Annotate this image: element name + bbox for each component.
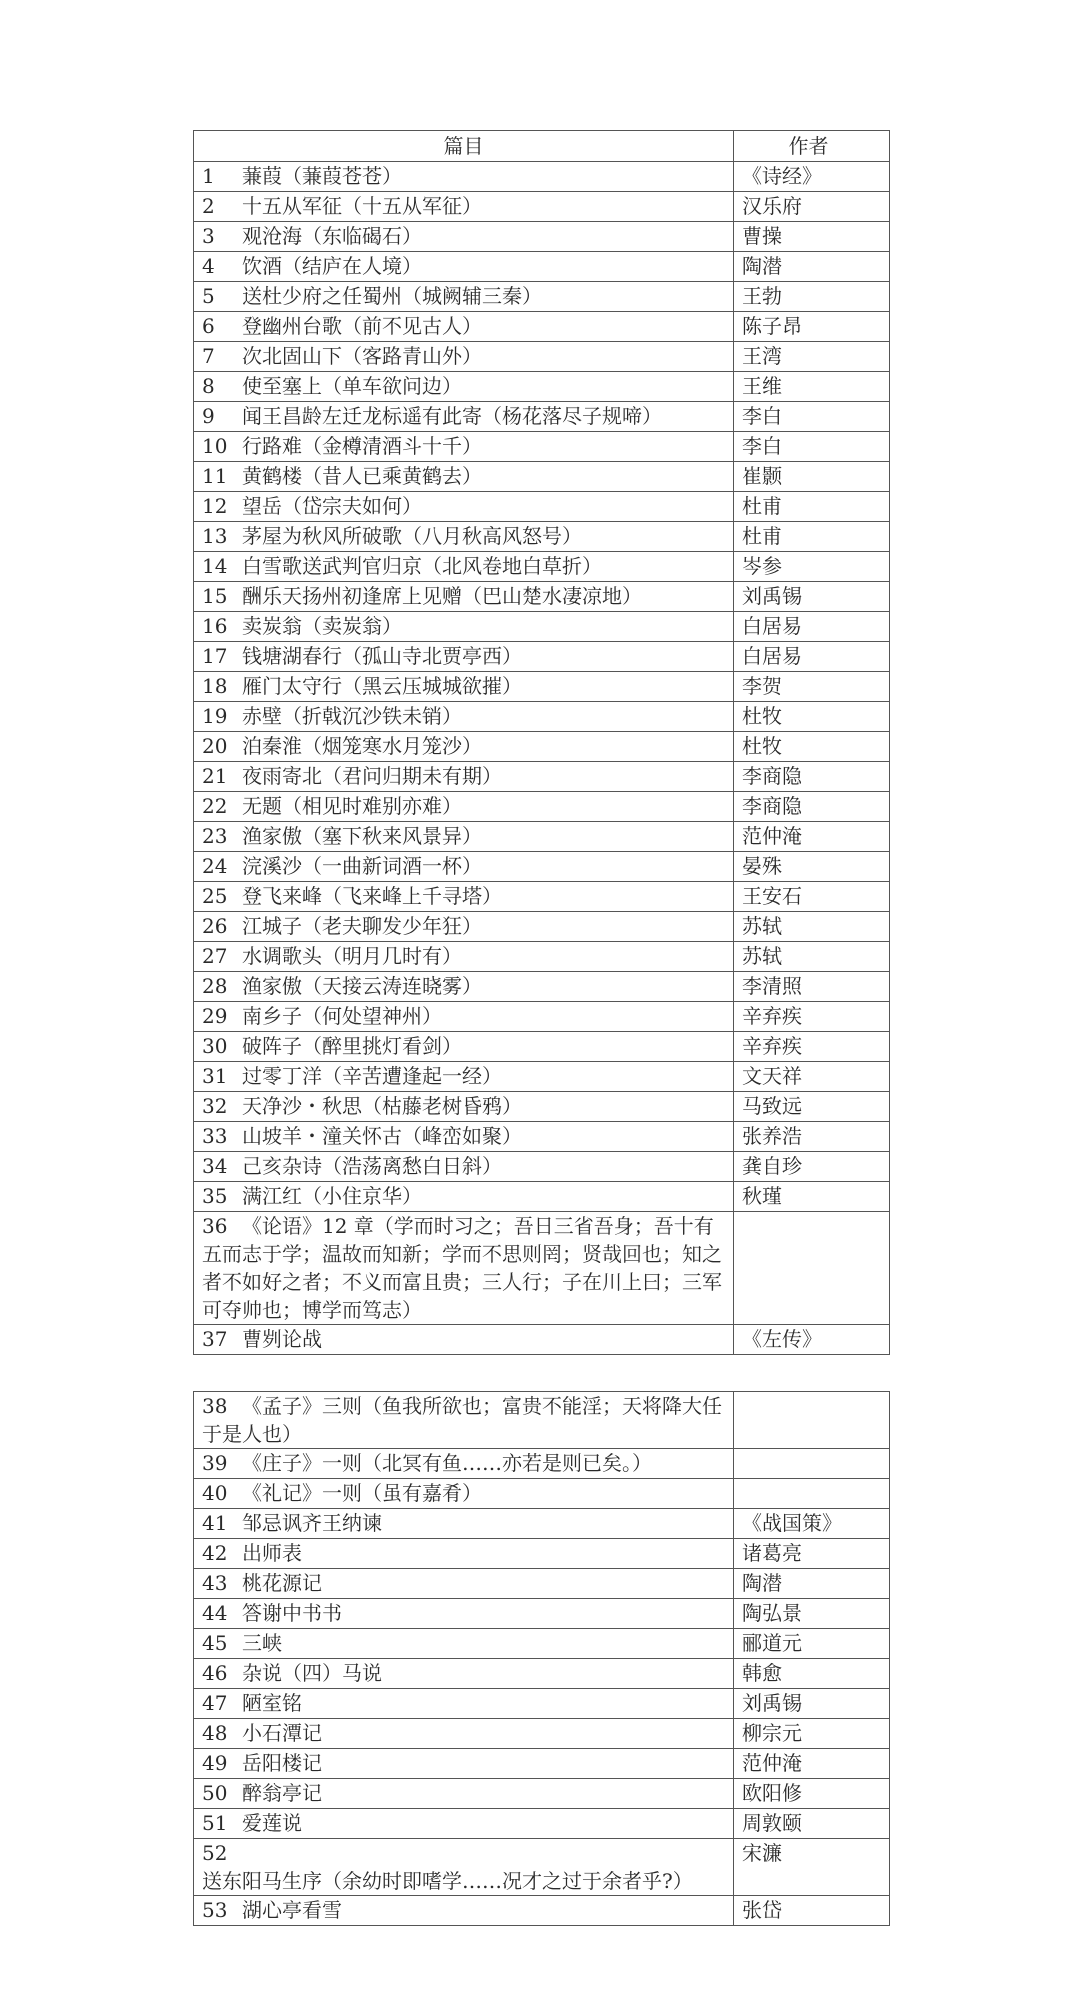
poem-title: 十五从军征（十五从军征） — [242, 194, 482, 218]
title-cell — [194, 1062, 734, 1092]
table-row — [194, 462, 890, 492]
poem-title: 浣溪沙（一曲新词酒一杯） — [242, 854, 482, 878]
author-cell: 李白 — [734, 402, 890, 432]
poem-title: 使至塞上（单车欲问边） — [242, 374, 462, 398]
row-number: 22 — [202, 794, 228, 818]
poem-title: 《庄子》一则（北冥有鱼……亦若是则已矣。） — [242, 1451, 652, 1475]
poem-title: 观沧海（东临碣石） — [242, 224, 422, 248]
row-number: 41 — [202, 1511, 228, 1535]
row-number: 3 — [202, 224, 215, 248]
row-number: 4 — [202, 254, 215, 278]
author-cell: 岑参 — [734, 552, 890, 582]
author-cell: 郦道元 — [734, 1629, 890, 1659]
title-cell — [194, 972, 734, 1002]
poem-title: 三峡 — [242, 1631, 282, 1655]
row-number: 29 — [202, 1004, 228, 1028]
poem-title: 南乡子（何处望神州） — [242, 1004, 442, 1028]
author-cell: 陶潜 — [734, 1569, 890, 1599]
poem-title: 夜雨寄北（君问归期未有期） — [242, 764, 502, 788]
title-cell — [194, 552, 734, 582]
author-cell: 杜牧 — [734, 702, 890, 732]
title-cell — [194, 1479, 734, 1509]
title-cell — [194, 792, 734, 822]
title-cell — [194, 1779, 734, 1809]
poem-title: 茅屋为秋风所破歌（八月秋高风怒号） — [242, 524, 582, 548]
poem-title: 《孟子》三则（鱼我所欲也；富贵不能淫；天将降大任于是人也） — [202, 1394, 722, 1446]
table-row — [194, 1719, 890, 1749]
table-row — [194, 1809, 890, 1839]
poem-title: 白雪歌送武判官归京（北风卷地白草折） — [242, 554, 602, 578]
author-cell: 杜甫 — [734, 522, 890, 552]
row-number: 38 — [202, 1394, 228, 1418]
author-cell: 辛弃疾 — [734, 1002, 890, 1032]
table-row — [194, 1325, 890, 1355]
table-row — [194, 522, 890, 552]
title-cell — [194, 1689, 734, 1719]
author-cell: 《诗经》 — [734, 162, 890, 192]
table-row — [194, 912, 890, 942]
row-number: 50 — [202, 1781, 228, 1805]
table-row — [194, 1392, 890, 1449]
title-cell — [194, 1569, 734, 1599]
author-cell: 马致远 — [734, 1092, 890, 1122]
poem-title: 雁门太守行（黑云压城城欲摧） — [242, 674, 522, 698]
table-row — [194, 432, 890, 462]
poem-title: 《礼记》一则（虽有嘉肴） — [242, 1481, 482, 1505]
table-row — [194, 762, 890, 792]
poem-title: 湖心亭看雪 — [242, 1898, 342, 1922]
table-row — [194, 552, 890, 582]
poem-title: 饮酒（结庐在人境） — [242, 254, 422, 278]
author-cell: 陈子昂 — [734, 312, 890, 342]
row-number: 49 — [202, 1751, 228, 1775]
title-cell — [194, 1629, 734, 1659]
table-row — [194, 732, 890, 762]
title-cell — [194, 1325, 734, 1355]
author-cell: 苏轼 — [734, 912, 890, 942]
title-cell — [194, 1182, 734, 1212]
table-row — [194, 162, 890, 192]
row-number: 36 — [202, 1214, 228, 1238]
title-cell — [194, 312, 734, 342]
poem-title: 登飞来峰（飞来峰上千寻塔） — [242, 884, 502, 908]
poem-title: 小石潭记 — [242, 1721, 322, 1745]
table-row — [194, 1182, 890, 1212]
table-row — [194, 1449, 890, 1479]
table-row — [194, 1032, 890, 1062]
title-cell — [194, 762, 734, 792]
table-row — [194, 1122, 890, 1152]
table-row — [194, 942, 890, 972]
title-cell — [194, 192, 734, 222]
title-cell — [194, 372, 734, 402]
row-number: 12 — [202, 494, 228, 518]
author-cell: 秋瑾 — [734, 1182, 890, 1212]
author-cell: 柳宗元 — [734, 1719, 890, 1749]
table-row — [194, 882, 890, 912]
poem-title: 登幽州台歌（前不见古人） — [242, 314, 482, 338]
title-cell — [194, 1092, 734, 1122]
row-number: 34 — [202, 1154, 228, 1178]
poem-title: 江城子（老夫聊发少年狂） — [242, 914, 482, 938]
table-row — [194, 282, 890, 312]
title-cell — [194, 1749, 734, 1779]
table-row — [194, 312, 890, 342]
author-cell: 汉乐府 — [734, 192, 890, 222]
title-cell — [194, 162, 734, 192]
row-number: 30 — [202, 1034, 228, 1058]
title-cell — [194, 402, 734, 432]
author-cell: 晏殊 — [734, 852, 890, 882]
row-number: 6 — [202, 314, 215, 338]
title-cell — [194, 1599, 734, 1629]
poem-title: 赤壁（折戟沉沙铁未销） — [242, 704, 462, 728]
row-number: 42 — [202, 1541, 228, 1565]
title-cell — [194, 672, 734, 702]
poem-title: 岳阳楼记 — [242, 1751, 322, 1775]
row-number: 45 — [202, 1631, 228, 1655]
table-row — [194, 1569, 890, 1599]
title-cell — [194, 1002, 734, 1032]
row-number: 24 — [202, 854, 228, 878]
title-cell — [194, 1839, 734, 1896]
title-cell — [194, 882, 734, 912]
title-cell — [194, 1809, 734, 1839]
author-cell: 王湾 — [734, 342, 890, 372]
table-row — [194, 1779, 890, 1809]
table-row — [194, 1689, 890, 1719]
row-number: 20 — [202, 734, 228, 758]
row-number: 40 — [202, 1481, 228, 1505]
title-cell — [194, 222, 734, 252]
author-cell: 李贺 — [734, 672, 890, 702]
table-row — [194, 672, 890, 702]
table-row — [194, 492, 890, 522]
poem-title: 送杜少府之任蜀州（城阙辅三秦） — [242, 284, 542, 308]
row-number: 33 — [202, 1124, 228, 1148]
poem-title: 水调歌头（明月几时有） — [242, 944, 462, 968]
poem-title: 曹刿论战 — [242, 1327, 322, 1351]
table-row — [194, 1839, 890, 1896]
title-cell — [194, 1896, 734, 1926]
author-cell — [734, 1392, 890, 1449]
row-number: 31 — [202, 1064, 228, 1088]
poem-title: 渔家傲（天接云涛连晓雾） — [242, 974, 482, 998]
table-row — [194, 252, 890, 282]
table-row — [194, 1896, 890, 1926]
row-number: 52 — [202, 1841, 228, 1865]
author-cell: 《战国策》 — [734, 1509, 890, 1539]
title-cell — [194, 1659, 734, 1689]
poem-title: 无题（相见时难别亦难） — [242, 794, 462, 818]
poem-table-part1 — [193, 130, 890, 1355]
table-header-row — [194, 131, 890, 162]
row-number: 21 — [202, 764, 228, 788]
author-cell: 李商隐 — [734, 792, 890, 822]
row-number: 25 — [202, 884, 228, 908]
author-cell: 白居易 — [734, 642, 890, 672]
poem-title: 黄鹤楼（昔人已乘黄鹤去） — [242, 464, 482, 488]
row-number: 39 — [202, 1451, 228, 1475]
table-row — [194, 402, 890, 432]
title-cell — [194, 522, 734, 552]
title-cell — [194, 1449, 734, 1479]
author-cell: 文天祥 — [734, 1062, 890, 1092]
poem-title: 山坡羊・潼关怀古（峰峦如聚） — [242, 1124, 522, 1148]
table-row — [194, 1509, 890, 1539]
row-number: 15 — [202, 584, 228, 608]
poem-title: 天净沙・秋思（枯藤老树昏鸦） — [242, 1094, 522, 1118]
author-cell: 曹操 — [734, 222, 890, 252]
poem-title: 次北固山下（客路青山外） — [242, 344, 482, 368]
author-cell: 周敦颐 — [734, 1809, 890, 1839]
author-cell: 陶潜 — [734, 252, 890, 282]
row-number: 51 — [202, 1811, 228, 1835]
author-cell: 王安石 — [734, 882, 890, 912]
row-number: 53 — [202, 1898, 228, 1922]
row-number: 44 — [202, 1601, 228, 1625]
title-cell — [194, 432, 734, 462]
title-cell — [194, 1392, 734, 1449]
table-row — [194, 342, 890, 372]
poem-title: 闻王昌龄左迁龙标遥有此寄（杨花落尽子规啼） — [242, 404, 662, 428]
title-cell — [194, 612, 734, 642]
row-number: 1 — [202, 164, 215, 188]
author-cell: 韩愈 — [734, 1659, 890, 1689]
author-cell: 李清照 — [734, 972, 890, 1002]
author-cell: 张养浩 — [734, 1122, 890, 1152]
row-number: 28 — [202, 974, 228, 998]
author-cell: 李商隐 — [734, 762, 890, 792]
title-cell — [194, 342, 734, 372]
row-number: 17 — [202, 644, 228, 668]
table-row — [194, 642, 890, 672]
poem-title: 出师表 — [242, 1541, 302, 1565]
title-cell — [194, 1509, 734, 1539]
poem-title: 过零丁洋（辛苦遭逢起一经） — [242, 1064, 502, 1088]
table-row — [194, 1629, 890, 1659]
poem-title: 送东阳马生序（余幼时即嗜学……况才之过于余者乎?） — [202, 1869, 693, 1893]
poem-title: 望岳（岱宗夫如何） — [242, 494, 422, 518]
title-cell — [194, 1212, 734, 1325]
row-number: 48 — [202, 1721, 228, 1745]
poem-title: 桃花源记 — [242, 1571, 322, 1595]
author-cell: 诸葛亮 — [734, 1539, 890, 1569]
row-number: 19 — [202, 704, 228, 728]
table-row — [194, 1212, 890, 1325]
row-number: 16 — [202, 614, 228, 638]
author-cell — [734, 1479, 890, 1509]
title-cell — [194, 1539, 734, 1569]
title-cell — [194, 252, 734, 282]
poem-title: 钱塘湖春行（孤山寺北贾亭西） — [242, 644, 522, 668]
author-cell: 范仲淹 — [734, 1749, 890, 1779]
title-cell — [194, 702, 734, 732]
row-number: 23 — [202, 824, 228, 848]
row-number: 37 — [202, 1327, 228, 1351]
table-row — [194, 1062, 890, 1092]
author-cell: 陶弘景 — [734, 1599, 890, 1629]
author-cell: 苏轼 — [734, 942, 890, 972]
author-cell: 《左传》 — [734, 1325, 890, 1355]
author-cell: 龚自珍 — [734, 1152, 890, 1182]
title-cell — [194, 282, 734, 312]
title-cell — [194, 582, 734, 612]
row-number: 26 — [202, 914, 228, 938]
table-row — [194, 1152, 890, 1182]
row-number: 10 — [202, 434, 228, 458]
poem-title: 邹忌讽齐王纳谏 — [242, 1511, 382, 1535]
title-cell — [194, 462, 734, 492]
author-cell: 崔颢 — [734, 462, 890, 492]
table-row — [194, 972, 890, 1002]
title-cell — [194, 822, 734, 852]
poem-title: 泊秦淮（烟笼寒水月笼沙） — [242, 734, 482, 758]
table-row — [194, 1479, 890, 1509]
poem-title: 答谢中书书 — [242, 1601, 342, 1625]
row-number: 18 — [202, 674, 228, 698]
poem-title: 杂说（四）马说 — [242, 1661, 382, 1685]
title-cell — [194, 732, 734, 762]
row-number: 7 — [202, 344, 215, 368]
title-cell — [194, 942, 734, 972]
author-cell: 王勃 — [734, 282, 890, 312]
title-cell — [194, 912, 734, 942]
row-number: 2 — [202, 194, 215, 218]
row-number: 5 — [202, 284, 215, 308]
row-number: 11 — [202, 464, 228, 488]
poem-title: 卖炭翁（卖炭翁） — [242, 614, 402, 638]
title-cell — [194, 852, 734, 882]
poem-title: 满江红（小住京华） — [242, 1184, 422, 1208]
author-cell: 欧阳修 — [734, 1779, 890, 1809]
row-number: 14 — [202, 554, 228, 578]
table-row — [194, 792, 890, 822]
table-row — [194, 1092, 890, 1122]
poem-title: 爱莲说 — [242, 1811, 302, 1835]
author-cell — [734, 1449, 890, 1479]
header-title: 篇目 — [194, 131, 734, 162]
poem-title: 己亥杂诗（浩荡离愁白日斜） — [242, 1154, 502, 1178]
title-cell — [194, 642, 734, 672]
poem-title: 蒹葭（蒹葭苍苍） — [242, 164, 402, 188]
author-cell: 刘禹锡 — [734, 1689, 890, 1719]
row-number: 32 — [202, 1094, 228, 1118]
author-cell: 白居易 — [734, 612, 890, 642]
table-row — [194, 1749, 890, 1779]
table-row — [194, 702, 890, 732]
table-row — [194, 1002, 890, 1032]
author-cell: 李白 — [734, 432, 890, 462]
row-number: 43 — [202, 1571, 228, 1595]
author-cell — [734, 1212, 890, 1325]
author-cell: 杜甫 — [734, 492, 890, 522]
table-row — [194, 822, 890, 852]
poem-title: 醉翁亭记 — [242, 1781, 322, 1805]
table-row — [194, 582, 890, 612]
author-cell: 宋濂 — [734, 1839, 890, 1896]
table-body-part1 — [194, 162, 890, 1355]
poem-title: 酬乐天扬州初逢席上见赠（巴山楚水凄凉地） — [242, 584, 642, 608]
author-cell: 刘禹锡 — [734, 582, 890, 612]
title-cell — [194, 492, 734, 522]
title-cell — [194, 1032, 734, 1062]
poem-title: 破阵子（醉里挑灯看剑） — [242, 1034, 462, 1058]
poem-title: 《论语》12 章（学而时习之；吾日三省吾身；吾十有五而志于学；温故而知新；学而不思则罔；贤哉回也；知之者不如好之者；不义而富且贵；三人行；子在川上曰；三军可夺帅也；博学而笃志） — [202, 1214, 722, 1322]
title-cell — [194, 1719, 734, 1749]
table-row — [194, 192, 890, 222]
table-row — [194, 222, 890, 252]
table-row — [194, 1539, 890, 1569]
title-cell — [194, 1122, 734, 1152]
row-number: 27 — [202, 944, 228, 968]
row-number: 47 — [202, 1691, 228, 1715]
table-row — [194, 612, 890, 642]
row-number: 13 — [202, 524, 228, 548]
table-row — [194, 372, 890, 402]
author-cell: 张岱 — [734, 1896, 890, 1926]
table-row — [194, 1659, 890, 1689]
title-cell — [194, 1152, 734, 1182]
row-number: 46 — [202, 1661, 228, 1685]
author-cell: 辛弃疾 — [734, 1032, 890, 1062]
row-number: 8 — [202, 374, 215, 398]
table-body-part2 — [194, 1392, 890, 1926]
poem-table-part2 — [193, 1391, 890, 1926]
author-cell: 范仲淹 — [734, 822, 890, 852]
poem-title: 陋室铭 — [242, 1691, 302, 1715]
author-cell: 王维 — [734, 372, 890, 402]
row-number: 35 — [202, 1184, 228, 1208]
row-number: 9 — [202, 404, 215, 428]
poem-title: 行路难（金樽清酒斗十千） — [242, 434, 482, 458]
poem-title: 渔家傲（塞下秋来风景异） — [242, 824, 482, 848]
table-row — [194, 1599, 890, 1629]
header-author: 作者 — [734, 131, 890, 162]
table-row — [194, 852, 890, 882]
author-cell: 杜牧 — [734, 732, 890, 762]
